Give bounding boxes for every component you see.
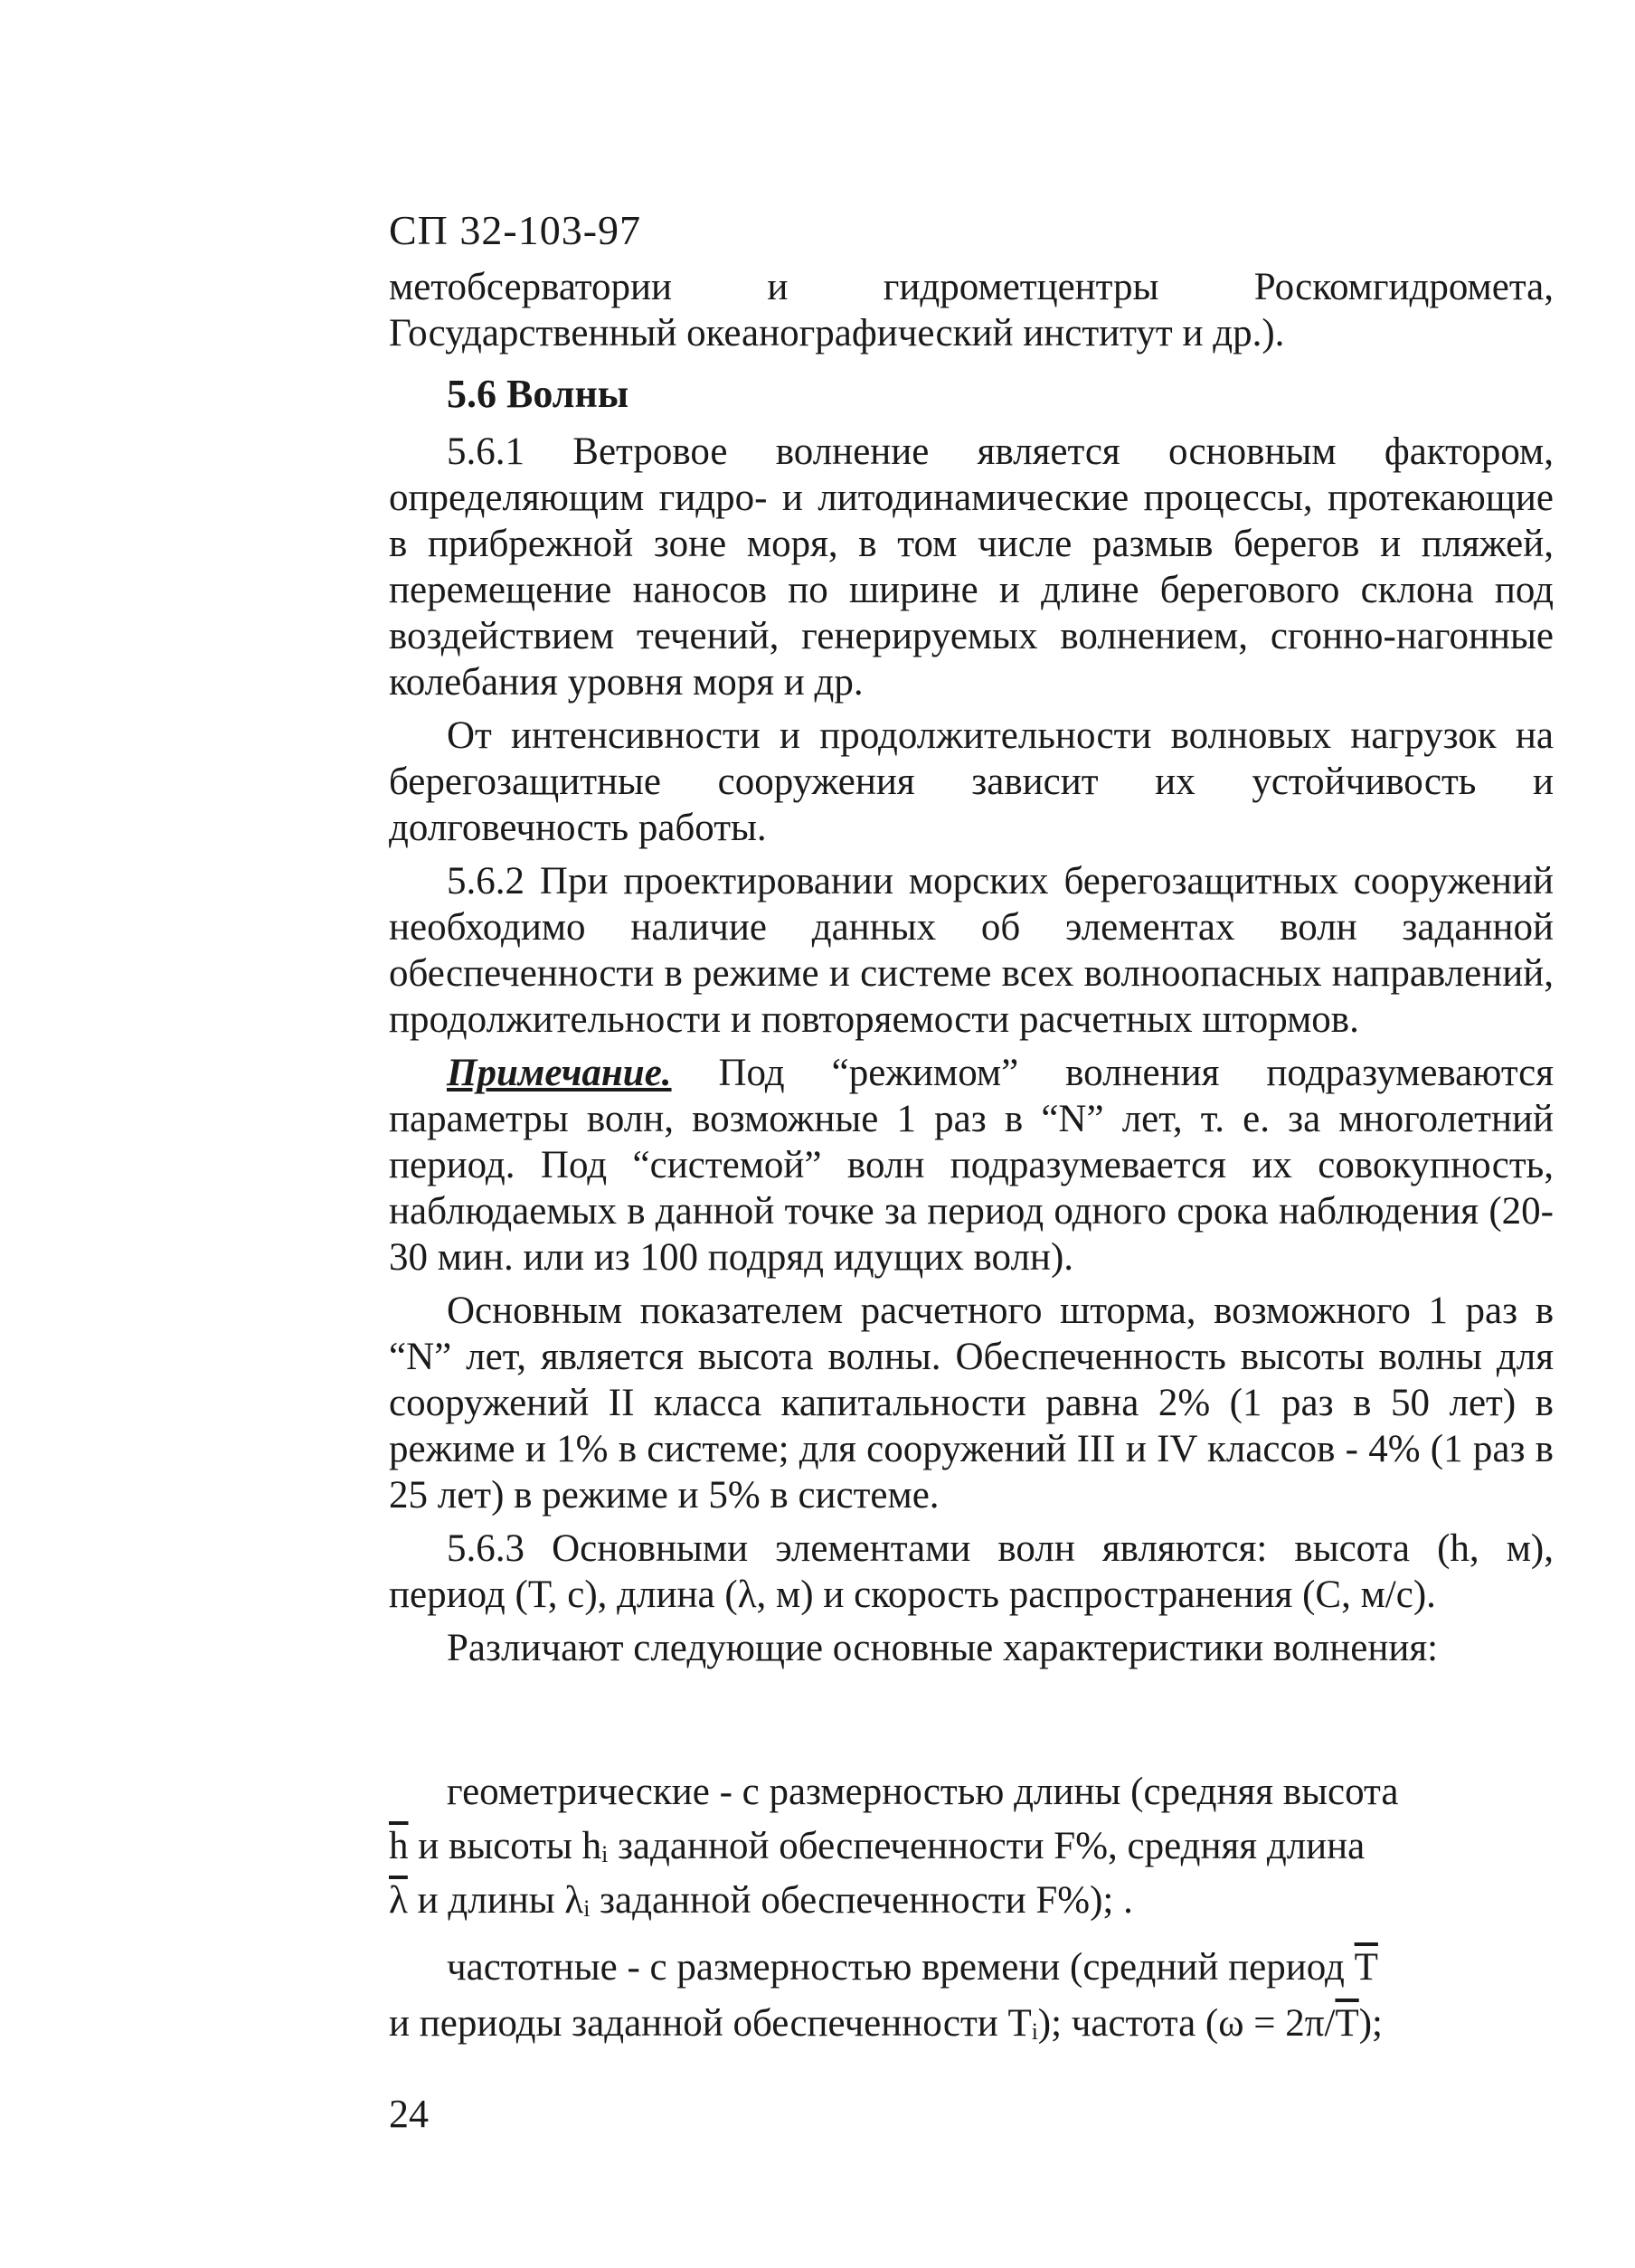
mean-length-symbol: $\overline{\lambda}$ (389, 1879, 408, 1922)
note-label: Примечание. (447, 1052, 672, 1094)
document-code-header: СП 32-103-97 (389, 207, 642, 253)
page-number: 24 (389, 2092, 429, 2136)
paragraph-5-6-3-continued: Различают следующие основные характеристики волнения: (447, 1627, 1439, 1669)
intro-paragraph (389, 264, 1554, 356)
paragraph-5-6-3: 5.6.3 Основными элементами волн являются: высота (h, м), период (Т, с), длина (λ, м) и скорость распространения (С, м/с). (389, 1527, 1554, 1616)
geometric-characteristics-line-3: $\overline{\lambda}$ и длины λᵢ заданной обеспеченности F%); . (389, 1879, 1133, 1922)
paragraph-5-6-1: 5.6.1 Ветровое волнение является основным фактором, определяющим гидро- и литодинамические процессы, протекающие в прибрежной зоне моря, в том числе размыв берегов и пляжей, перемещение наносов по ширине и длине берегового склона под воздействием течений, генерируемых волнением, сгонно-нагонные колебания уровня моря и др. (389, 430, 1554, 704)
paragraph-5-6-1-continued: От интенсивности и продолжительности волновых нагрузок на берегозащитные сооружения зависит их устойчивость и долговечность работы. (389, 714, 1554, 849)
frequency-characteristics-line-1: частотные - с размерностью времени (средний период $\overline{T}$ (447, 1946, 1378, 1989)
section-body (389, 429, 1554, 1671)
intro-text: метобсерватории и гидрометцентры Роскомгидромета, Государственный океанографический институт и др.). (389, 266, 1554, 354)
geometric-characteristics-line-1: геометрические - с размерностью длины (средняя высота (447, 1771, 1399, 1813)
note-paragraph (389, 1050, 1554, 1280)
mean-period-symbol-2: $\overline{T}$ (1335, 2002, 1359, 2045)
frequency-characteristics-line-2: и периоды заданной обеспеченности Tᵢ); частота $(\omega = 2\pi/\overline{T})$; (389, 2002, 1384, 2045)
section-heading: 5.6 Волны (447, 372, 629, 416)
paragraph-5-6-2-continued: Основным показателем расчетного шторма, возможного 1 раз в “N” лет, является высота волны. Обеспеченность высоты волны для сооружений II класса капитальности равна 2% (1 раз в 50 лет) в режиме и 1% в системе; для сооружений III и IV классов - 4% (1 раз в 25 лет) в режиме и 5% в системе. (389, 1290, 1554, 1517)
mean-height-symbol: $\overline{h}$ (389, 1825, 409, 1867)
geometric-characteristics-line-2: $\overline{h}$ и высоты hᵢ заданной обеспеченности F%, средняя длина (389, 1825, 1366, 1867)
paragraph-5-6-2: 5.6.2 При проектировании морских берегозащитных сооружений необходимо наличие данных об элементах волн заданной обеспеченности в режиме и системе всех волноопасных направлений, продолжительности и повторяемости расчетных штормов. (389, 860, 1554, 1041)
note-text: Под “режимом” волнения подразумеваются параметры волн, возможные 1 раз в “N” лет, т. е. за многолетний период. Под “системой” волн подразумевается их совокупность, наблюдаемых в данной точке за период одного срока наблюдения (20-30 мин. или из 100 подряд идущих волн). (389, 1052, 1554, 1279)
mean-period-symbol: $\overline{T}$ (1354, 1946, 1378, 1989)
